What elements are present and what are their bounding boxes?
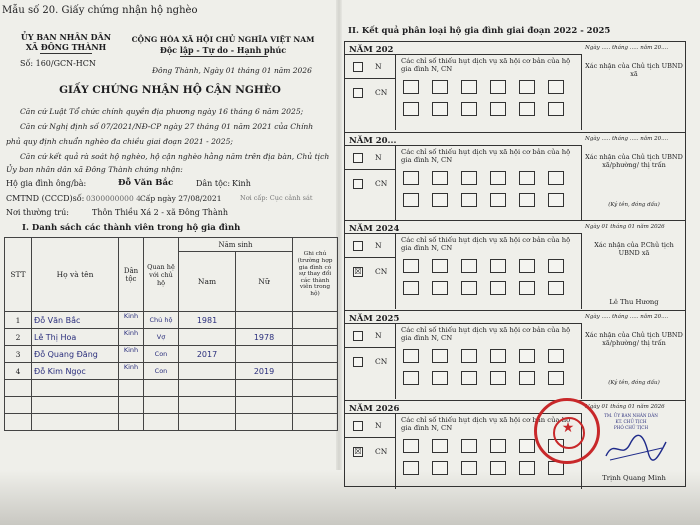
option-cn-label: CN bbox=[375, 179, 388, 188]
indicator-box[interactable] bbox=[403, 461, 419, 475]
table-row-empty bbox=[5, 380, 338, 397]
year-header-divider bbox=[345, 233, 581, 234]
divider-right bbox=[581, 233, 582, 309]
form-number: Mẫu số 20. Giấy chứng nhận hộ nghèo bbox=[2, 5, 198, 16]
indicator-box[interactable] bbox=[490, 439, 506, 453]
indicator-box[interactable] bbox=[461, 193, 477, 207]
indicator-box[interactable] bbox=[432, 259, 448, 273]
indicator-box[interactable] bbox=[432, 371, 448, 385]
indicator-box[interactable] bbox=[548, 259, 564, 273]
members-table bbox=[4, 237, 338, 431]
table-row bbox=[5, 329, 338, 346]
indicator-box[interactable] bbox=[490, 102, 506, 116]
col-relation: Quan hệ với chủ hộ bbox=[144, 238, 179, 312]
id-issued-date: Cấp ngày 27/08/2021 bbox=[140, 194, 222, 203]
cell-female-year: 2019 bbox=[236, 363, 293, 380]
divider-left bbox=[395, 413, 396, 489]
year-header-divider bbox=[345, 145, 581, 146]
cell-ethnic: Kinh bbox=[119, 329, 144, 346]
indicator-box[interactable] bbox=[461, 102, 477, 116]
indicator-box[interactable] bbox=[461, 461, 477, 475]
indicator-box[interactable] bbox=[519, 461, 535, 475]
option-n-checkbox[interactable] bbox=[353, 62, 363, 72]
motto-underline bbox=[180, 56, 268, 57]
legal-basis-2: Căn cứ Nghị định số 07/2021/NĐ-CP ngày 27 tháng 01 năm 2021 của Chính bbox=[20, 122, 314, 131]
agency-line-2: XÃ ĐÔNG THÀNH bbox=[25, 42, 107, 52]
indicator-box[interactable] bbox=[432, 80, 448, 94]
deficit-description: Các chỉ số thiếu hụt dịch vụ xã hội cơ bản của hộ gia đình N, CN bbox=[401, 236, 571, 253]
indicator-box[interactable] bbox=[548, 80, 564, 94]
cell-male-year: 2017 bbox=[179, 346, 236, 363]
deficit-description: Các chỉ số thiếu hụt dịch vụ xã hội cơ bản của hộ gia đình N, CN bbox=[401, 326, 571, 343]
indicator-box[interactable] bbox=[403, 349, 419, 363]
indicator-box[interactable] bbox=[432, 461, 448, 475]
indicator-box[interactable] bbox=[403, 259, 419, 273]
classification-section-title: II. Kết quả phân loại hộ gia đình giai đoạn 2022 - 2025 bbox=[348, 26, 611, 36]
indicator-box[interactable] bbox=[519, 102, 535, 116]
address-label: Nơi thường trú: bbox=[6, 208, 69, 217]
confirm-date: Ngày ..... tháng ..... năm 20.... bbox=[585, 314, 669, 320]
year-label: NĂM 2025 bbox=[349, 314, 400, 324]
deficit-description: Các chỉ số thiếu hụt dịch vụ xã hội cơ bản của hộ gia đình N, CN bbox=[401, 148, 571, 165]
indicator-box[interactable] bbox=[432, 439, 448, 453]
table-row-empty bbox=[5, 414, 338, 431]
divider-right bbox=[581, 323, 582, 399]
year-label: NĂM 2026 bbox=[349, 404, 400, 414]
indicator-box[interactable] bbox=[490, 171, 506, 185]
seal-star-icon: ★ bbox=[561, 420, 575, 436]
year-block bbox=[345, 310, 685, 399]
divider-left bbox=[395, 233, 396, 309]
cell-stt: 2 bbox=[5, 329, 32, 346]
cell-stt: 4 bbox=[5, 363, 32, 380]
id-label: CMTND (CCCD)số: bbox=[6, 194, 85, 203]
motto: Độc lập - Tự do - Hạnh phúc bbox=[159, 45, 287, 55]
option-cn-label: CN bbox=[375, 267, 388, 276]
cell-male-year bbox=[179, 329, 236, 346]
place-date: Đông Thành, Ngày 01 tháng 01 năm 2026 bbox=[152, 66, 312, 75]
official-seal bbox=[534, 398, 600, 464]
indicator-box[interactable] bbox=[490, 349, 506, 363]
signer-name: Lê Thu Hương bbox=[609, 298, 659, 306]
option-cn-label: CN bbox=[375, 88, 388, 97]
legal-basis-5: Ủy ban nhân dân xã Đông Thành chứng nhận: bbox=[6, 165, 183, 174]
sign-note: (Ký tên, đóng dấu) bbox=[608, 380, 660, 386]
indicator-box[interactable] bbox=[403, 281, 419, 295]
id-value: 0300000000 4 bbox=[86, 194, 141, 203]
cell-note bbox=[293, 363, 338, 380]
divider-right bbox=[581, 54, 582, 130]
indicator-box[interactable] bbox=[461, 439, 477, 453]
cell-ethnic: Kinh bbox=[119, 312, 144, 329]
indicator-box[interactable] bbox=[432, 281, 448, 295]
indicator-box[interactable] bbox=[403, 371, 419, 385]
indicator-box[interactable] bbox=[519, 80, 535, 94]
confirm-title: Xác nhận của P.Chủ tịch UBND xã bbox=[594, 241, 674, 258]
option-cn-label: CN bbox=[375, 447, 388, 456]
table-row bbox=[5, 312, 338, 329]
divider-left bbox=[395, 323, 396, 399]
cell-name: Lê Thị Hoa bbox=[32, 329, 119, 346]
cell-stt: 3 bbox=[5, 346, 32, 363]
household-head-label: Hộ gia đình ông/bà: bbox=[6, 179, 87, 188]
household-head-name: Đỗ Văn Bắc bbox=[118, 178, 174, 188]
indicator-box[interactable] bbox=[461, 80, 477, 94]
option-n-label: N bbox=[375, 62, 382, 71]
sign-note: (Ký tên, đóng dấu) bbox=[608, 202, 660, 208]
cell-female-year bbox=[236, 312, 293, 329]
year-block bbox=[345, 220, 685, 309]
indicator-box[interactable] bbox=[490, 281, 506, 295]
certificate-title: GIẤY CHỨNG NHẬN HỘ CẬN NGHÈO bbox=[59, 84, 281, 96]
indicator-box[interactable] bbox=[548, 171, 564, 185]
agency-underline bbox=[40, 53, 92, 54]
option-n-checkbox[interactable] bbox=[353, 153, 363, 163]
signer-name: Trịnh Quang Minh bbox=[602, 474, 666, 482]
indicator-box[interactable] bbox=[519, 281, 535, 295]
stamp-line-3: PHÓ CHỦ TỊCH bbox=[613, 425, 649, 430]
col-male: Nam bbox=[179, 252, 236, 312]
indicator-box[interactable] bbox=[403, 193, 419, 207]
handwritten-signature bbox=[600, 430, 670, 465]
confirm-date: Ngày ..... tháng ..... năm 20.... bbox=[585, 136, 669, 142]
indicator-box[interactable] bbox=[490, 259, 506, 273]
option-n-label: N bbox=[375, 421, 382, 430]
indicator-box[interactable] bbox=[403, 80, 419, 94]
indicator-box[interactable] bbox=[519, 171, 535, 185]
option-divider bbox=[345, 347, 395, 348]
cell-relation: Vợ bbox=[144, 329, 179, 346]
year-block bbox=[345, 42, 685, 130]
indicator-box[interactable] bbox=[403, 439, 419, 453]
cell-ethnic: Kinh bbox=[119, 346, 144, 363]
cell-relation: Con bbox=[144, 363, 179, 380]
option-divider bbox=[345, 437, 395, 438]
cell-male-year bbox=[179, 363, 236, 380]
agency-line-1: ỦY BAN NHÂN DÂN bbox=[20, 32, 112, 42]
year-label: NĂM 2024 bbox=[349, 224, 400, 234]
cell-female-year: 1978 bbox=[236, 329, 293, 346]
col-note: Ghi chú (trường hợp gia đình có sự thay đổi các thành viên trong hộ) bbox=[293, 238, 338, 312]
option-divider bbox=[345, 169, 395, 170]
option-n-label: N bbox=[375, 153, 382, 162]
indicator-box[interactable] bbox=[519, 193, 535, 207]
indicator-box[interactable] bbox=[403, 102, 419, 116]
indicator-box[interactable] bbox=[432, 193, 448, 207]
divider-right bbox=[581, 145, 582, 221]
option-cn-checkbox[interactable] bbox=[353, 357, 363, 367]
indicator-box[interactable] bbox=[490, 193, 506, 207]
cell-name: Đỗ Quang Đăng bbox=[32, 346, 119, 363]
nation-title: CỘNG HÒA XÃ HỘI CHỦ NGHĨA VIỆT NAM bbox=[131, 35, 315, 44]
indicator-box[interactable] bbox=[519, 439, 535, 453]
year-header-divider bbox=[345, 323, 581, 324]
divider-left bbox=[395, 145, 396, 221]
legal-basis-4: Căn cứ kết quả rà soát hộ nghèo, hộ cận nghèo hằng năm trên địa bàn, Chủ tịch bbox=[20, 152, 330, 161]
confirm-title: Xác nhận của Chủ tịch UBND xã/phường/ thị trấn bbox=[585, 331, 683, 348]
id-issued-by: Nơi cấp: Cục cảnh sát bbox=[240, 194, 313, 202]
indicator-box[interactable] bbox=[548, 371, 564, 385]
indicator-box[interactable] bbox=[461, 171, 477, 185]
indicator-box[interactable] bbox=[490, 80, 506, 94]
option-cn-label: CN bbox=[375, 357, 388, 366]
indicator-box[interactable] bbox=[548, 349, 564, 363]
legal-basis-3: phủ quy định chuẩn nghèo đa chiều giai đoạn 2021 - 2025; bbox=[6, 137, 233, 146]
year-label: NĂM 202 bbox=[349, 45, 394, 55]
indicator-box[interactable] bbox=[461, 281, 477, 295]
confirm-title: Xác nhận của Chủ tịch UBND xã/phường/ thị trấn bbox=[585, 153, 683, 170]
indicator-box[interactable] bbox=[548, 193, 564, 207]
document-number: Số: 160/GCN-HCN bbox=[20, 59, 96, 68]
cell-relation: Chủ hộ bbox=[144, 312, 179, 329]
cell-name: Đỗ Văn Bắc bbox=[32, 312, 119, 329]
option-cn-checkbox[interactable] bbox=[353, 88, 363, 98]
option-n-checkbox[interactable] bbox=[353, 241, 363, 251]
col-female: Nữ bbox=[236, 252, 293, 312]
confirm-title: Xác nhận của Chủ tịch UBND xã bbox=[585, 62, 683, 79]
option-cn-checkbox[interactable]: ☒ bbox=[354, 447, 362, 456]
year-block bbox=[345, 132, 685, 221]
year-header-divider bbox=[345, 54, 581, 55]
indicator-box[interactable] bbox=[461, 349, 477, 363]
col-name: Họ và tên bbox=[32, 238, 119, 312]
indicator-box[interactable] bbox=[490, 461, 506, 475]
col-ethnic: Dân tộc bbox=[119, 238, 144, 312]
deficit-description: Các chỉ số thiếu hụt dịch vụ xã hội cơ bản của hộ gia đình N, CN bbox=[401, 57, 571, 74]
indicator-box[interactable] bbox=[461, 259, 477, 273]
option-n-checkbox[interactable] bbox=[353, 421, 363, 431]
option-n-label: N bbox=[375, 331, 382, 340]
stamp-line-2: KT. CHỦ TỊCH bbox=[615, 419, 647, 424]
indicator-box[interactable] bbox=[519, 259, 535, 273]
divider-left bbox=[395, 54, 396, 130]
indicator-box[interactable] bbox=[461, 371, 477, 385]
cell-note bbox=[293, 346, 338, 363]
table-row-empty bbox=[5, 397, 338, 414]
option-divider bbox=[345, 78, 395, 79]
indicator-box[interactable] bbox=[519, 349, 535, 363]
cell-note bbox=[293, 312, 338, 329]
members-section-title: I. Danh sách các thành viên trong hộ gia đình bbox=[22, 223, 241, 233]
confirm-date: Ngày ..... tháng ..... năm 20.... bbox=[585, 45, 669, 51]
ethnic-value: Kinh bbox=[232, 179, 251, 188]
option-n-checkbox[interactable] bbox=[353, 331, 363, 341]
confirm-date: Ngày 01 tháng 01 năm 2026 bbox=[585, 404, 665, 410]
cell-note bbox=[293, 329, 338, 346]
ethnic-label: Dân tộc: bbox=[196, 179, 231, 188]
indicator-box[interactable] bbox=[490, 371, 506, 385]
legal-basis-1: Căn cứ Luật Tổ chức chính quyền địa phương ngày 16 tháng 6 năm 2025; bbox=[20, 107, 304, 116]
cell-female-year bbox=[236, 346, 293, 363]
confirm-date: Ngày 01 tháng 01 năm 2026 bbox=[585, 224, 665, 230]
indicator-box[interactable] bbox=[519, 371, 535, 385]
address-value: Thôn Thiều Xá 2 - xã Đông Thành bbox=[92, 208, 229, 217]
indicator-box[interactable] bbox=[432, 349, 448, 363]
option-divider bbox=[345, 257, 395, 258]
deficit-description: Các chỉ số thiếu hụt dịch vụ xã hội cơ bản của hộ gia đình N, CN bbox=[401, 416, 571, 433]
cell-relation: Con bbox=[144, 346, 179, 363]
table-row bbox=[5, 346, 338, 363]
year-label: NĂM 20... bbox=[349, 136, 397, 146]
cell-name: Đỗ Kim Ngọc bbox=[32, 363, 119, 380]
indicator-box[interactable] bbox=[432, 102, 448, 116]
option-cn-checkbox[interactable] bbox=[353, 179, 363, 189]
cell-stt: 1 bbox=[5, 312, 32, 329]
table-row bbox=[5, 363, 338, 380]
indicator-box[interactable] bbox=[548, 281, 564, 295]
col-birth-year: Năm sinh bbox=[179, 238, 293, 252]
col-stt: STT bbox=[5, 238, 32, 312]
stamp-line-1: TM. ỦY BAN NHÂN DÂN bbox=[604, 413, 658, 418]
indicator-box[interactable] bbox=[548, 102, 564, 116]
cell-male-year: 1981 bbox=[179, 312, 236, 329]
cell-ethnic: Kinh bbox=[119, 363, 144, 380]
option-n-label: N bbox=[375, 241, 382, 250]
option-cn-checkbox[interactable]: ☒ bbox=[354, 267, 362, 276]
indicator-box[interactable] bbox=[432, 171, 448, 185]
indicator-box[interactable] bbox=[403, 171, 419, 185]
